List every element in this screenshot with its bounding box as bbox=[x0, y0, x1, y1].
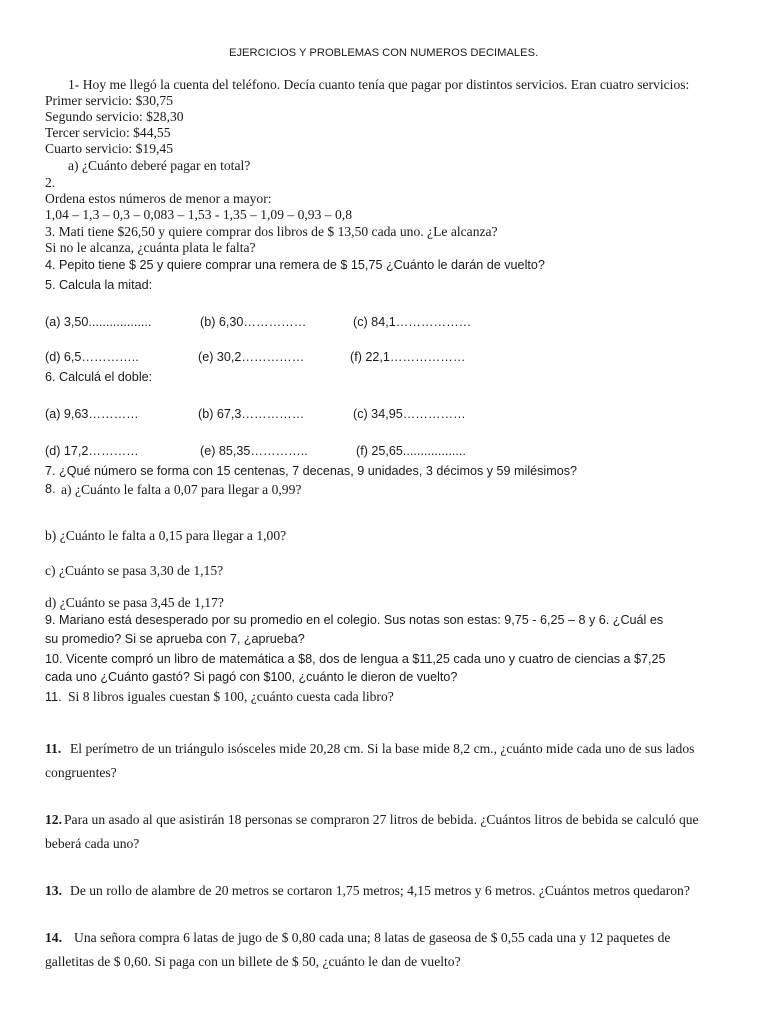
problem-1-service-3: Tercer servicio: $44,55 bbox=[45, 125, 171, 140]
page-title: EJERCICIOS Y PROBLEMAS CON NUMEROS DECIMALES. bbox=[229, 47, 539, 59]
problem-11a-number: 11. bbox=[45, 690, 62, 704]
problem-6-title: 6. Calculá el doble: bbox=[45, 370, 153, 384]
problem-1-intro: 1- Hoy me llegó la cuenta del teléfono. Decía cuanto tenía que pagar por distintos servicios. Eran cuatro servicios: bbox=[68, 77, 690, 92]
problem-1-service-1: Primer servicio: $30,75 bbox=[45, 93, 173, 108]
problem-9-line-1: 9. Mariano está desesperado por su promedio en el colegio. Sus notas son estas: 9,75 - 6,25 – 8 y 6. ¿Cuál es bbox=[45, 613, 664, 627]
problem-14-number: 14. bbox=[45, 930, 62, 945]
problem-5-item-d: (d) 6,5………….. bbox=[45, 350, 139, 364]
problem-8-question-c: c) ¿Cuánto se pasa 3,30 de 1,15? bbox=[45, 563, 224, 578]
problem-5-title: 5. Calcula la mitad: bbox=[45, 278, 153, 292]
problem-2-number: 2. bbox=[45, 175, 56, 190]
problem-3-line-1: 3. Mati tiene $26,50 y quiere comprar dos libros de $ 13,50 cada uno. ¿Le alcanza? bbox=[45, 224, 498, 239]
problem-5-item-b: (b) 6,30…………… bbox=[200, 315, 307, 329]
problem-8-question-b: b) ¿Cuánto le falta a 0,15 para llegar a 1,00? bbox=[45, 528, 287, 543]
problem-6-item-d: (d) 17,2………… bbox=[45, 444, 139, 458]
problem-1-question-a: a) ¿Cuánto deberé pagar en total? bbox=[68, 158, 251, 173]
problem-11a-text: Si 8 libros iguales cuestan $ 100, ¿cuánto cuesta cada libro? bbox=[68, 689, 394, 704]
problem-8-question-d: d) ¿Cuánto se pasa 3,45 de 1,17? bbox=[45, 595, 224, 610]
problem-8-question-a: a) ¿Cuánto le falta a 0,07 para llegar a 0,99? bbox=[61, 482, 302, 497]
problem-11b-number: 11. bbox=[45, 741, 62, 756]
problem-1-service-4: Cuarto servicio: $19,45 bbox=[45, 141, 173, 156]
problem-2-text: Ordena estos números de menor a mayor: bbox=[45, 191, 272, 206]
problem-2-numbers: 1,04 – 1,3 – 0,3 – 0,083 – 1,53 - 1,35 – 1,09 – 0,93 – 0,8 bbox=[45, 207, 352, 222]
problem-5-item-c: (c) 84,1……………… bbox=[353, 315, 472, 329]
problem-11b-line-2: congruentes? bbox=[45, 765, 117, 780]
problem-6-item-a: (a) 9,63………… bbox=[45, 407, 139, 421]
problem-6-item-e: (e) 85,35………….. bbox=[200, 444, 308, 458]
problem-8-number: 8. bbox=[45, 482, 56, 496]
problem-14-line-2: galletitas de $ 0,60. Si paga con un billete de $ 50, ¿cuánto le dan de vuelto? bbox=[45, 954, 461, 969]
problem-7-text: 7. ¿Qué número se forma con 15 centenas, 7 decenas, 9 unidades, 3 décimos y 59 milésimos? bbox=[45, 464, 578, 478]
problem-6-item-c: (c) 34,95…………… bbox=[353, 407, 466, 421]
problem-12-line-1: Para un asado al que asistirán 18 personas se compraron 27 litros de bebida. ¿Cuántos litros de bebida se calculó que bbox=[64, 812, 699, 827]
problem-12-number: 12. bbox=[45, 812, 62, 827]
problem-3-line-2: Si no le alcanza, ¿cuánta plata le falta? bbox=[45, 240, 256, 255]
problem-10-line-1: 10. Vicente compró un libro de matemática a $8, dos de lengua a $11,25 cada uno y cuatro de ciencias a $7,25 bbox=[45, 652, 666, 666]
problem-6-item-b: (b) 67,3…………… bbox=[198, 407, 305, 421]
problem-11b-line-1: El perímetro de un triángulo isósceles mide 20,28 cm. Si la base mide 8,2 cm., ¿cuánto mide cada uno de sus lados bbox=[70, 741, 695, 756]
problem-4-text: 4. Pepito tiene $ 25 y quiere comprar una remera de $ 15,75 ¿Cuánto le darán de vuelto? bbox=[45, 258, 545, 272]
problem-12-line-2: beberá cada uno? bbox=[45, 836, 140, 851]
problem-5-item-a: (a) 3,50.................. bbox=[45, 315, 152, 329]
problem-6-item-f: (f) 25,65.................. bbox=[356, 444, 466, 458]
problem-13-text: De un rollo de alambre de 20 metros se cortaron 1,75 metros; 4,15 metros y 6 metros. ¿Cuántos metros quedaron? bbox=[70, 883, 690, 898]
problem-9-line-2: su promedio? Si se aprueba con 7, ¿aprueba? bbox=[45, 632, 305, 646]
problem-13-number: 13. bbox=[45, 883, 62, 898]
problem-1-service-2: Segundo servicio: $28,30 bbox=[45, 109, 184, 124]
problem-5-item-e: (e) 30,2…………… bbox=[198, 350, 305, 364]
problem-14-line-1: Una señora compra 6 latas de jugo de $ 0,80 cada una; 8 latas de gaseosa de $ 0,55 cada una y 12 paquetes de bbox=[74, 930, 671, 945]
problem-5-item-f: (f) 22,1……………… bbox=[350, 350, 466, 364]
problem-10-line-2: cada uno ¿Cuánto gastó? Si pagó con $100, ¿cuánto le dieron de vuelto? bbox=[45, 670, 458, 684]
